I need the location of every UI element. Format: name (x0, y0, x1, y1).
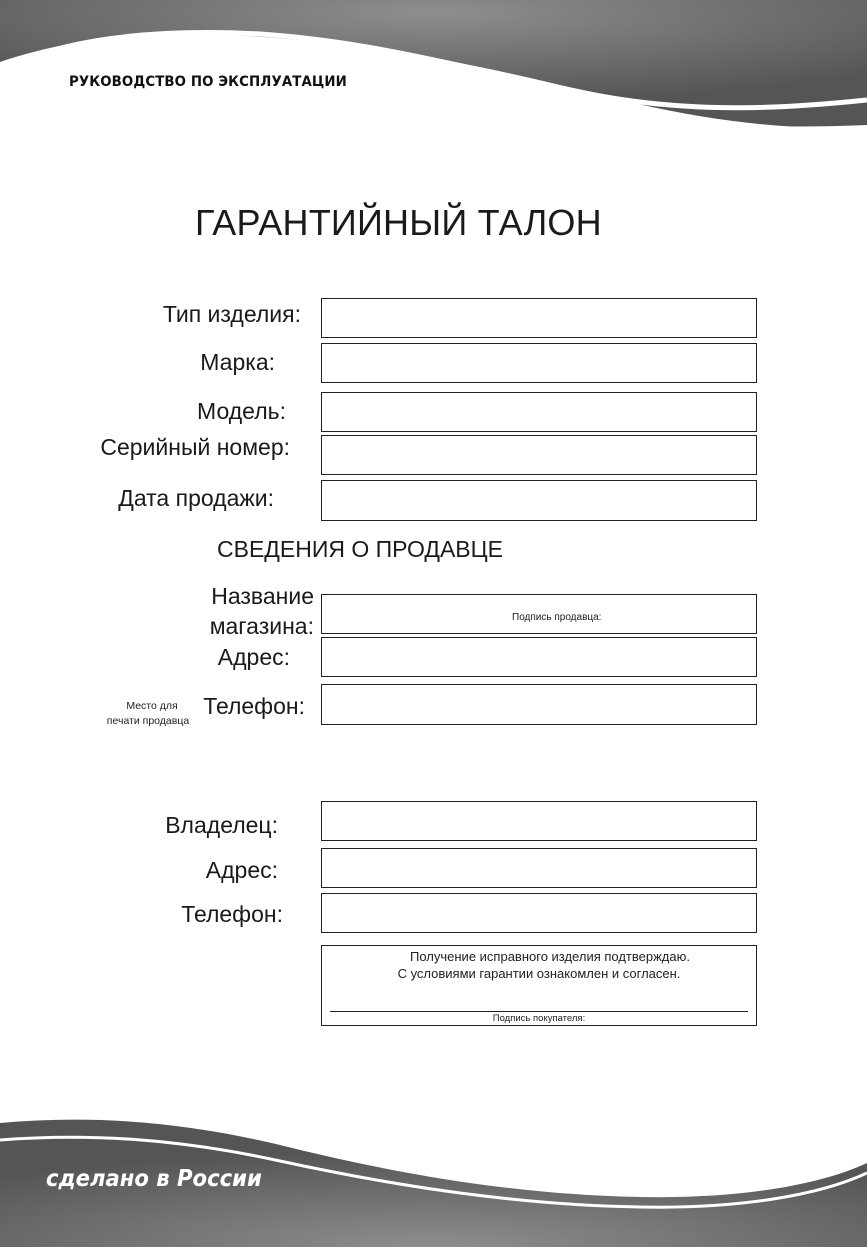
owner-label: Владелец: (165, 812, 278, 838)
serial-number-field[interactable] (321, 435, 757, 475)
sale-date-field[interactable] (321, 480, 757, 521)
brand-label: Марка: (200, 349, 275, 375)
owner-phone-field[interactable] (321, 893, 757, 933)
stamp-note-line1: Место для (126, 700, 178, 712)
confirmation-line1: Получение исправного изделия подтверждаю. (410, 949, 690, 964)
seller-signature-label: Подпись продавца: (512, 612, 602, 623)
stamp-place-note (100, 699, 200, 729)
confirmation-line2: С условиями гарантии ознакомлен и согласен. (397, 966, 681, 981)
buyer-signature-label: Подпись покупателя: (492, 1013, 586, 1024)
manual-header-label: РУКОВОДСТВО ПО ЭКСПЛУАТАЦИИ (69, 74, 347, 90)
buyer-confirmation-box[interactable] (321, 945, 757, 1026)
seller-address-field[interactable] (321, 637, 757, 677)
model-field[interactable] (321, 392, 757, 432)
store-name-field[interactable] (321, 594, 757, 634)
seller-address-label: Адрес: (217, 644, 290, 670)
store-name-label-line1: Название (211, 583, 314, 609)
sale-date-label: Дата продажи: (118, 485, 274, 511)
brand-field[interactable] (321, 343, 757, 383)
serial-number-label: Серийный номер: (100, 434, 290, 460)
seller-section-title: СВЕДЕНИЯ О ПРОДАВЦЕ (217, 536, 503, 562)
owner-field[interactable] (321, 801, 757, 841)
owner-address-field[interactable] (321, 848, 757, 888)
product-type-label: Тип изделия: (162, 301, 301, 327)
header-wave-decoration (0, 0, 867, 135)
page-title: ГАРАНТИЙНЫЙ ТАЛОН (195, 202, 602, 243)
made-in-russia-label: сделано в России (46, 1166, 262, 1192)
model-label: Модель: (197, 398, 286, 424)
store-name-label-line2: магазина: (209, 613, 314, 639)
seller-phone-label: Телефон: (203, 693, 305, 719)
seller-phone-field[interactable] (321, 684, 757, 725)
buyer-signature-line (330, 1011, 748, 1012)
product-type-field[interactable] (321, 298, 757, 338)
owner-address-label: Адрес: (205, 857, 278, 883)
owner-phone-label: Телефон: (181, 901, 283, 927)
stamp-note-line2: печати продавца (106, 715, 190, 727)
